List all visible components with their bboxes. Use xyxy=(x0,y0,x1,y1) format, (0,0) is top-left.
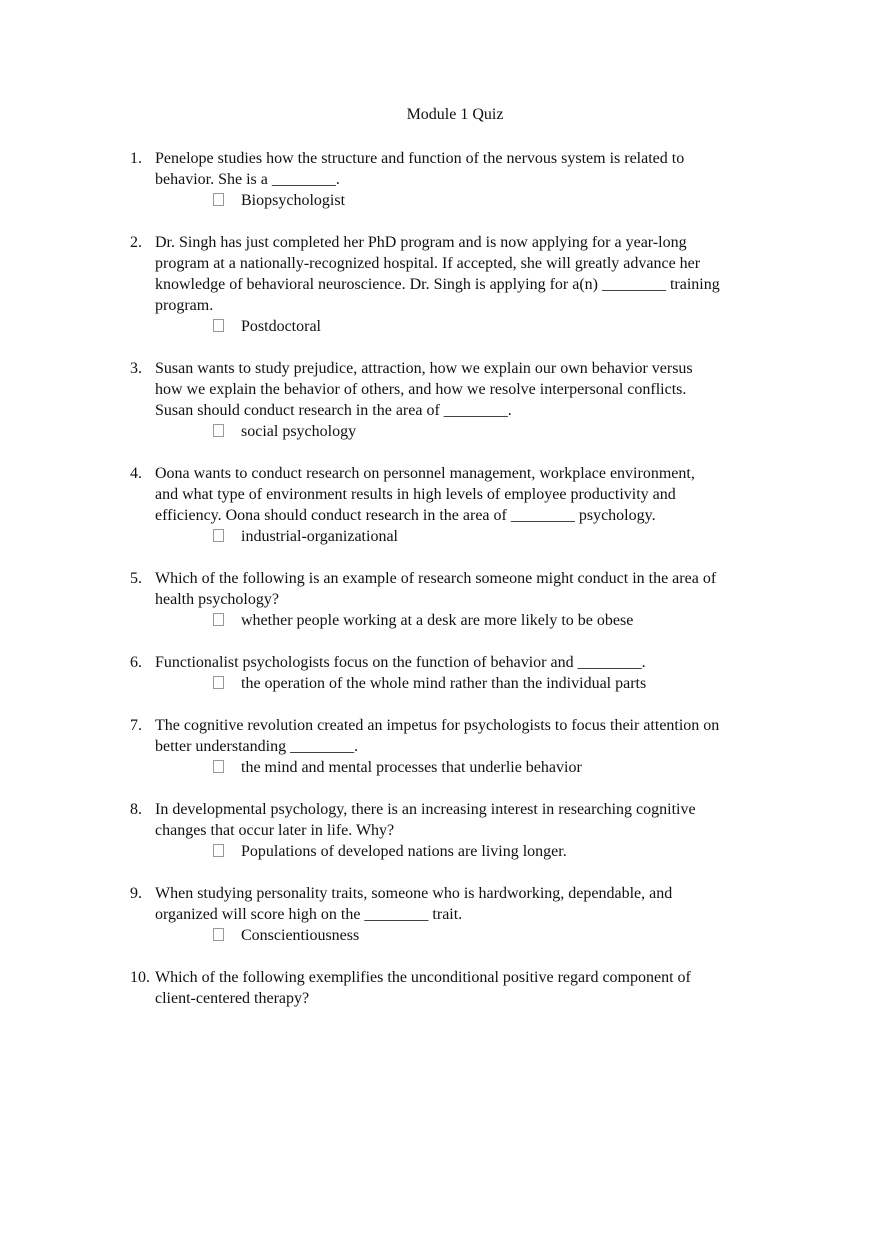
checkbox-icon xyxy=(213,193,224,206)
question-text-line: and what type of environment results in high levels of employee productivity and xyxy=(155,486,676,503)
answer-text: whether people working at a desk are more likely to be obese xyxy=(241,612,634,629)
question-number: 2. xyxy=(130,234,142,251)
question-number: 9. xyxy=(130,885,142,902)
question-text-line: efficiency. Oona should conduct research in the area of ________ psychology. xyxy=(155,507,656,524)
question-text-line: Functionalist psychologists focus on the function of behavior and ________. xyxy=(155,654,646,671)
question-3 xyxy=(130,358,770,442)
question-number: 10. xyxy=(130,969,150,986)
checkbox-icon xyxy=(213,319,224,332)
question-list xyxy=(130,148,770,1030)
question-number: 8. xyxy=(130,801,142,818)
answer-text: industrial-organizational xyxy=(241,528,398,545)
checkbox-icon xyxy=(213,529,224,542)
question-number: 5. xyxy=(130,570,142,587)
checkbox-icon xyxy=(213,676,224,689)
question-text-line: knowledge of behavioral neuroscience. Dr. Singh is applying for a(n) ________ training xyxy=(155,276,720,293)
question-2 xyxy=(130,232,770,337)
checkbox-icon xyxy=(213,760,224,773)
question-7 xyxy=(130,715,770,778)
question-number: 7. xyxy=(130,717,142,734)
answer-option xyxy=(130,190,770,211)
question-text-line: program at a nationally-recognized hospital. If accepted, she will greatly advance her xyxy=(155,255,701,272)
question-text-line: behavior. She is a ________. xyxy=(155,171,340,188)
question-text-line: program. xyxy=(155,297,214,314)
question-number: 6. xyxy=(130,654,142,671)
answer-option xyxy=(130,925,770,946)
question-text-line: Oona wants to conduct research on personnel management, workplace environment, xyxy=(155,465,695,482)
question-4 xyxy=(130,463,770,547)
question-1 xyxy=(130,148,770,211)
question-text-line: Which of the following exemplifies the unconditional positive regard component of xyxy=(155,969,691,986)
question-10 xyxy=(130,967,770,1009)
question-9 xyxy=(130,883,770,946)
answer-option xyxy=(130,421,770,442)
checkbox-icon xyxy=(213,424,224,437)
page-title: Module 1 Quiz xyxy=(406,106,504,123)
question-text-line: Susan wants to study prejudice, attraction, how we explain our own behavior versus xyxy=(155,360,693,377)
answer-option xyxy=(130,526,770,547)
question-number: 4. xyxy=(130,465,142,482)
question-text-line: health psychology? xyxy=(155,591,279,608)
answer-option xyxy=(130,673,770,694)
answer-option xyxy=(130,610,770,631)
answer-text: Populations of developed nations are living longer. xyxy=(241,843,567,860)
answer-option xyxy=(130,757,770,778)
question-text-line: Susan should conduct research in the area of ________. xyxy=(155,402,512,419)
question-6 xyxy=(130,652,770,694)
answer-text: Postdoctoral xyxy=(241,318,321,335)
answer-text: social psychology xyxy=(241,423,357,440)
question-8 xyxy=(130,799,770,862)
question-text-line: better understanding ________. xyxy=(155,738,359,755)
question-text-line: When studying personality traits, someone who is hardworking, dependable, and xyxy=(155,885,673,902)
question-text-line: Which of the following is an example of research someone might conduct in the area of xyxy=(155,570,717,587)
question-text-line: Penelope studies how the structure and function of the nervous system is related to xyxy=(155,150,685,167)
question-text-line: The cognitive revolution created an impetus for psychologists to focus their attention on xyxy=(155,717,720,734)
question-number: 3. xyxy=(130,360,142,377)
answer-text: Biopsychologist xyxy=(241,192,346,209)
answer-text: the mind and mental processes that underlie behavior xyxy=(241,759,582,776)
question-text-line: In developmental psychology, there is an increasing interest in researching cognitive xyxy=(155,801,696,818)
question-text-line: changes that occur later in life. Why? xyxy=(155,822,395,839)
question-number: 1. xyxy=(130,150,142,167)
question-text-line: client-centered therapy? xyxy=(155,990,310,1007)
question-text-line: how we explain the behavior of others, and how we resolve interpersonal conflicts. xyxy=(155,381,687,398)
checkbox-icon xyxy=(213,613,224,626)
question-text-line: organized will score high on the ________ trait. xyxy=(155,906,463,923)
question-5 xyxy=(130,568,770,631)
checkbox-icon xyxy=(213,844,224,857)
answer-text: the operation of the whole mind rather than the individual parts xyxy=(241,675,647,692)
question-text-line: Dr. Singh has just completed her PhD program and is now applying for a year-long xyxy=(155,234,687,251)
answer-option xyxy=(130,841,770,862)
answer-option xyxy=(130,316,770,337)
checkbox-icon xyxy=(213,928,224,941)
answer-text: Conscientiousness xyxy=(241,927,360,944)
